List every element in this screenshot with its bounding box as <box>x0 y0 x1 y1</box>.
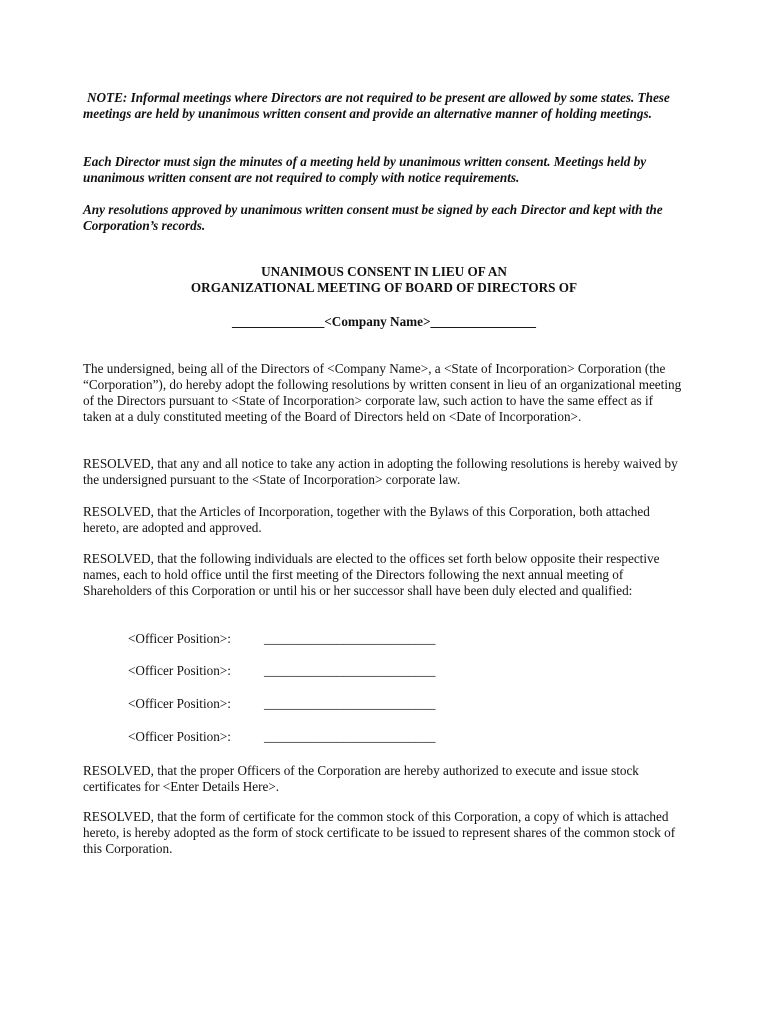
officer-signature-line: __________________________ <box>264 663 436 678</box>
officer-signature-line: __________________________ <box>264 696 436 711</box>
company-name-line: ______________<Company Name>________________ <box>231 314 537 329</box>
note-director-signature: Each Director must sign the minutes of a meeting held by unanimous written consent. Meetings held by unanimous written consent are not required to comply with notice requirements. <box>83 154 647 185</box>
resolved-stock-certificate: RESOLVED, that the form of certificate for the common stock of this Corporation, a copy of which is attached hereto, is hereby adopted as the form of stock certificate to be issued to represent shares of the common stock of this Corporation. <box>83 809 676 856</box>
officer-signature-line: __________________________ <box>264 729 436 744</box>
officer-row <box>128 696 528 712</box>
title-line-2: ORGANIZATIONAL MEETING OF BOARD OF DIRECTORS OF <box>190 280 578 295</box>
officer-position-label: <Officer Position>: <box>128 696 231 711</box>
intro-paragraph: The undersigned, being all of the Directors of <Company Name>, a <State of Incorporation> Corporation (the “Corporation”), do hereby adopt the following resolutions by written consent in lieu of an organizational meeting of the Directors pursuant to <State of Incorporation> corporate law, such action to have the same effect as if taken at a duly constituted meeting of the Board of Directors held on <Date of Incorporation>. <box>83 361 682 424</box>
officer-signature-line: __________________________ <box>264 631 436 646</box>
officer-position-label: <Officer Position>: <box>128 631 231 646</box>
officer-row <box>128 663 528 679</box>
officer-position-label: <Officer Position>: <box>128 663 231 678</box>
resolved-stock-issuance: RESOLVED, that the proper Officers of the Corporation are hereby authorized to execute and issue stock certificates for <Enter Details Here>. <box>83 763 639 794</box>
resolved-officers: RESOLVED, that the following individuals are elected to the offices set forth below opposite their respective names, each to hold office until the first meeting of the Directors following the next annual meeting of Shareholders of this Corporation or until his or her successor shall have been duly elected and qualified: <box>83 551 660 598</box>
resolved-articles: RESOLVED, that the Articles of Incorporation, together with the Bylaws of this Corporation, both attached hereto, are adopted and approved. <box>83 504 650 535</box>
officer-row <box>128 631 528 647</box>
officer-row <box>128 729 528 745</box>
title-line-1: UNANIMOUS CONSENT IN LIEU OF AN <box>261 264 507 279</box>
officer-position-label: <Officer Position>: <box>128 729 231 744</box>
note-records: Any resolutions approved by unanimous written consent must be signed by each Director and kept with the Corporation’s records. <box>83 202 663 233</box>
note-informal-meetings: NOTE: Informal meetings where Directors are not required to be present are allowed by some states. These meetings are held by unanimous written consent and provide an alternative manner of holding meetings. <box>83 90 670 121</box>
resolved-notice-waiver: RESOLVED, that any and all notice to take any action in adopting the following resolutions is hereby waived by the undersigned pursuant to the <State of Incorporation> corporate law. <box>83 456 678 487</box>
